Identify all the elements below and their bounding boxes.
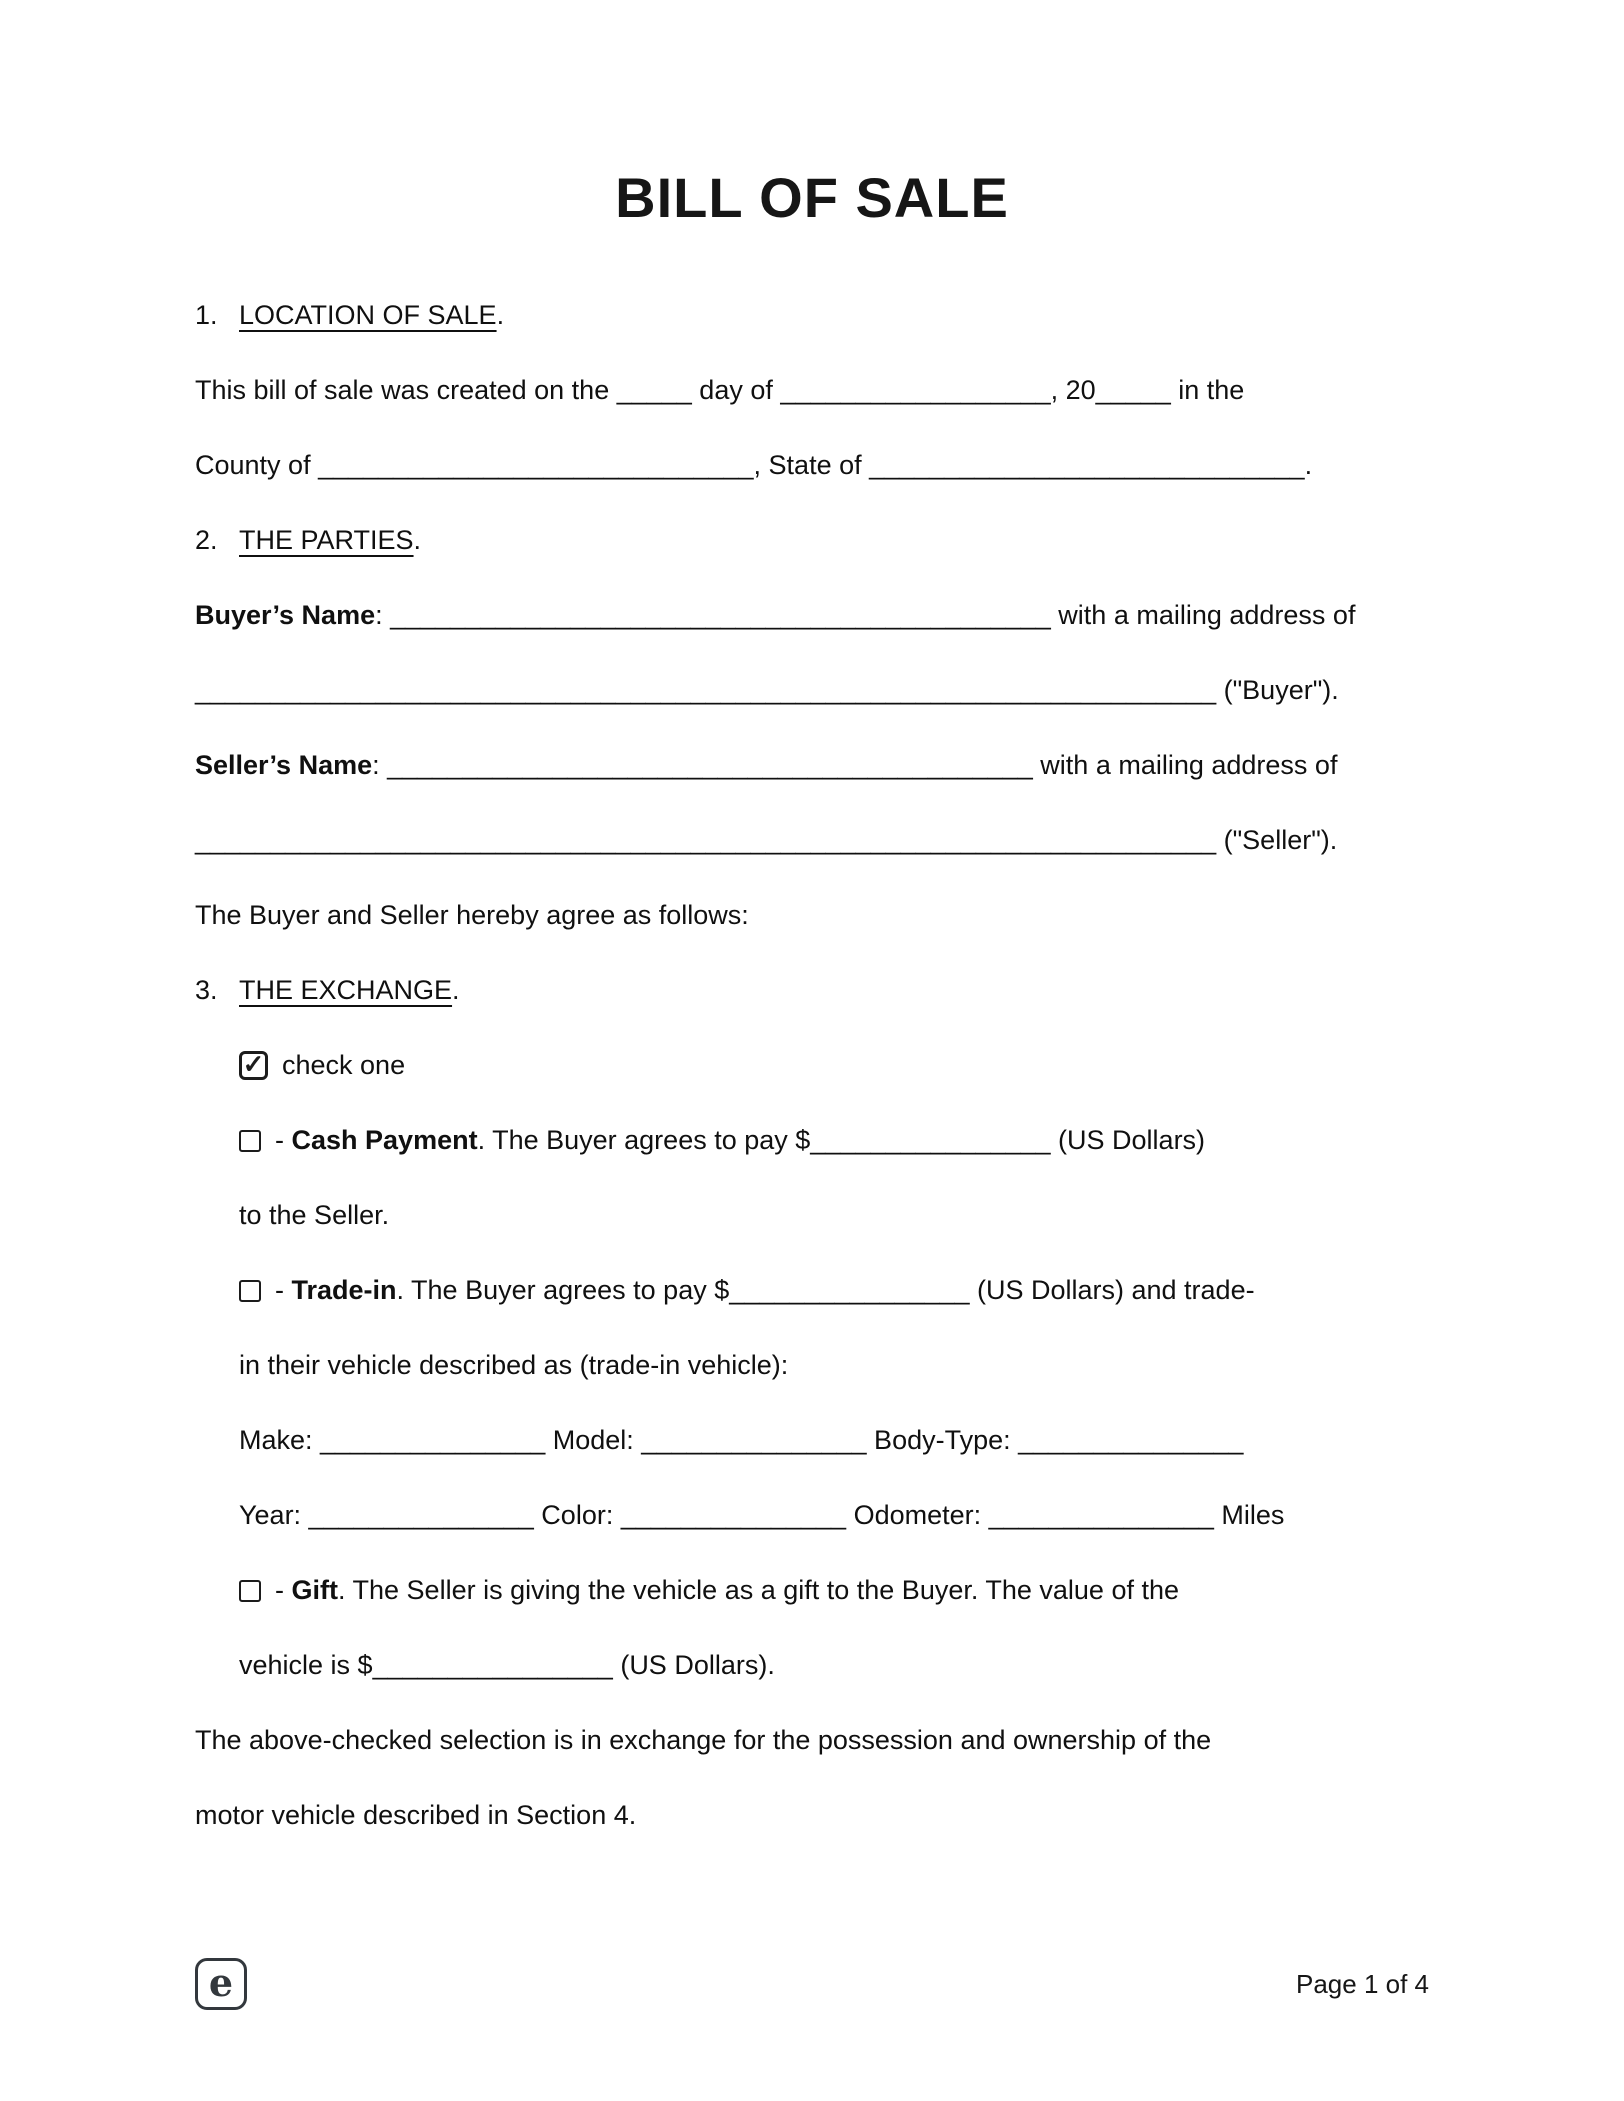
section-3-title: THE EXCHANGE — [239, 975, 453, 1005]
agreement-line-text: The Buyer and Seller hereby agree as follows: — [195, 900, 749, 930]
section-1-heading — [195, 278, 1429, 353]
seller-address-line — [195, 803, 1429, 878]
trade-vehicle-line-2 — [195, 1478, 1429, 1553]
location-line-2 — [195, 428, 1429, 503]
eforms-logo-letter: e — [208, 1960, 234, 2005]
trade-in-text: . The Buyer agrees to pay $________________ (US Dollars) and trade- — [396, 1275, 1255, 1305]
eforms-logo-icon — [195, 1958, 247, 2010]
section-3-heading — [195, 953, 1429, 1028]
section-3-number: 3. — [195, 975, 218, 1005]
option-trade-line-2 — [195, 1328, 1429, 1403]
option-cash-line-2 — [195, 1178, 1429, 1253]
document-body — [195, 278, 1429, 1853]
location-line-2-text: County of _____________________________, State of _____________________________. — [195, 450, 1313, 480]
gift-text-2: vehicle is $________________ (US Dollars). — [239, 1650, 775, 1680]
cash-payment-checkbox[interactable] — [239, 1130, 261, 1152]
trade-in-text-2: in their vehicle described as (trade-in vehicle): — [239, 1350, 789, 1380]
section-1-period: . — [496, 300, 505, 330]
check-one-label: check one — [282, 1050, 406, 1080]
document-title: BILL OF SALE — [615, 166, 1009, 229]
trade-in-label: Trade-in — [291, 1275, 397, 1305]
gift-text: . The Seller is giving the vehicle as a gift to the Buyer. The value of the — [338, 1575, 1179, 1605]
gift-dash: - — [275, 1575, 292, 1605]
cash-payment-text-2: to the Seller. — [239, 1200, 390, 1230]
document-footer — [195, 1958, 1429, 2010]
trade-year-color-odometer: Year: _______________ Color: _______________ Odometer: _______________ Miles — [239, 1500, 1285, 1530]
seller-address-blank: ____________________________________________________________________ ("Seller"). — [195, 825, 1338, 855]
section-2-title: THE PARTIES — [239, 525, 414, 555]
buyer-address-blank: ____________________________________________________________________ ("Buyer"). — [195, 675, 1339, 705]
cash-payment-text: . The Buyer agrees to pay $________________ (US Dollars) — [477, 1125, 1206, 1155]
closing-line-1-text: The above-checked selection is in exchange for the possession and ownership of the — [195, 1725, 1212, 1755]
seller-name-blank: : ___________________________________________ with a mailing address of — [372, 750, 1338, 780]
gift-label: Gift — [291, 1575, 338, 1605]
document-header — [0, 0, 1624, 230]
section-1-title: LOCATION OF SALE — [239, 300, 497, 330]
trade-vehicle-line-1 — [195, 1403, 1429, 1478]
trade-dash: - — [275, 1275, 292, 1305]
trade-in-checkbox[interactable] — [239, 1280, 261, 1302]
check-one-line — [195, 1028, 1429, 1103]
section-1-number: 1. — [195, 300, 218, 330]
section-2-number: 2. — [195, 525, 218, 555]
section-2-period: . — [413, 525, 422, 555]
option-cash-line — [195, 1103, 1429, 1178]
buyer-name-label: Buyer’s Name — [195, 600, 376, 630]
section-2-heading — [195, 503, 1429, 578]
seller-name-line — [195, 728, 1429, 803]
closing-line-2 — [195, 1778, 1429, 1853]
checkmark-icon: ✓ — [242, 1048, 265, 1079]
agreement-line — [195, 878, 1429, 953]
cash-payment-label: Cash Payment — [291, 1125, 478, 1155]
section-3-period: . — [452, 975, 460, 1005]
closing-line-1 — [195, 1703, 1429, 1778]
cash-dash: - — [275, 1125, 292, 1155]
buyer-name-blank: : ____________________________________________ with a mailing address of — [375, 600, 1356, 630]
location-line-1 — [195, 353, 1429, 428]
trade-make-model-body: Make: _______________ Model: _______________ Body-Type: _______________ — [239, 1425, 1244, 1455]
seller-name-label: Seller’s Name — [195, 750, 373, 780]
buyer-name-line — [195, 578, 1429, 653]
gift-checkbox[interactable] — [239, 1580, 261, 1602]
check-one-checkbox[interactable] — [239, 1048, 268, 1080]
location-line-1-text: This bill of sale was created on the _____ day of __________________, 20_____ in the — [195, 375, 1245, 405]
buyer-address-line — [195, 653, 1429, 728]
closing-line-2-text: motor vehicle described in Section 4. — [195, 1800, 637, 1830]
option-gift-line-2 — [195, 1628, 1429, 1703]
option-gift-line — [195, 1553, 1429, 1628]
page-indicator: Page 1 of 4 — [1296, 1968, 1429, 1999]
option-trade-line — [195, 1253, 1429, 1328]
